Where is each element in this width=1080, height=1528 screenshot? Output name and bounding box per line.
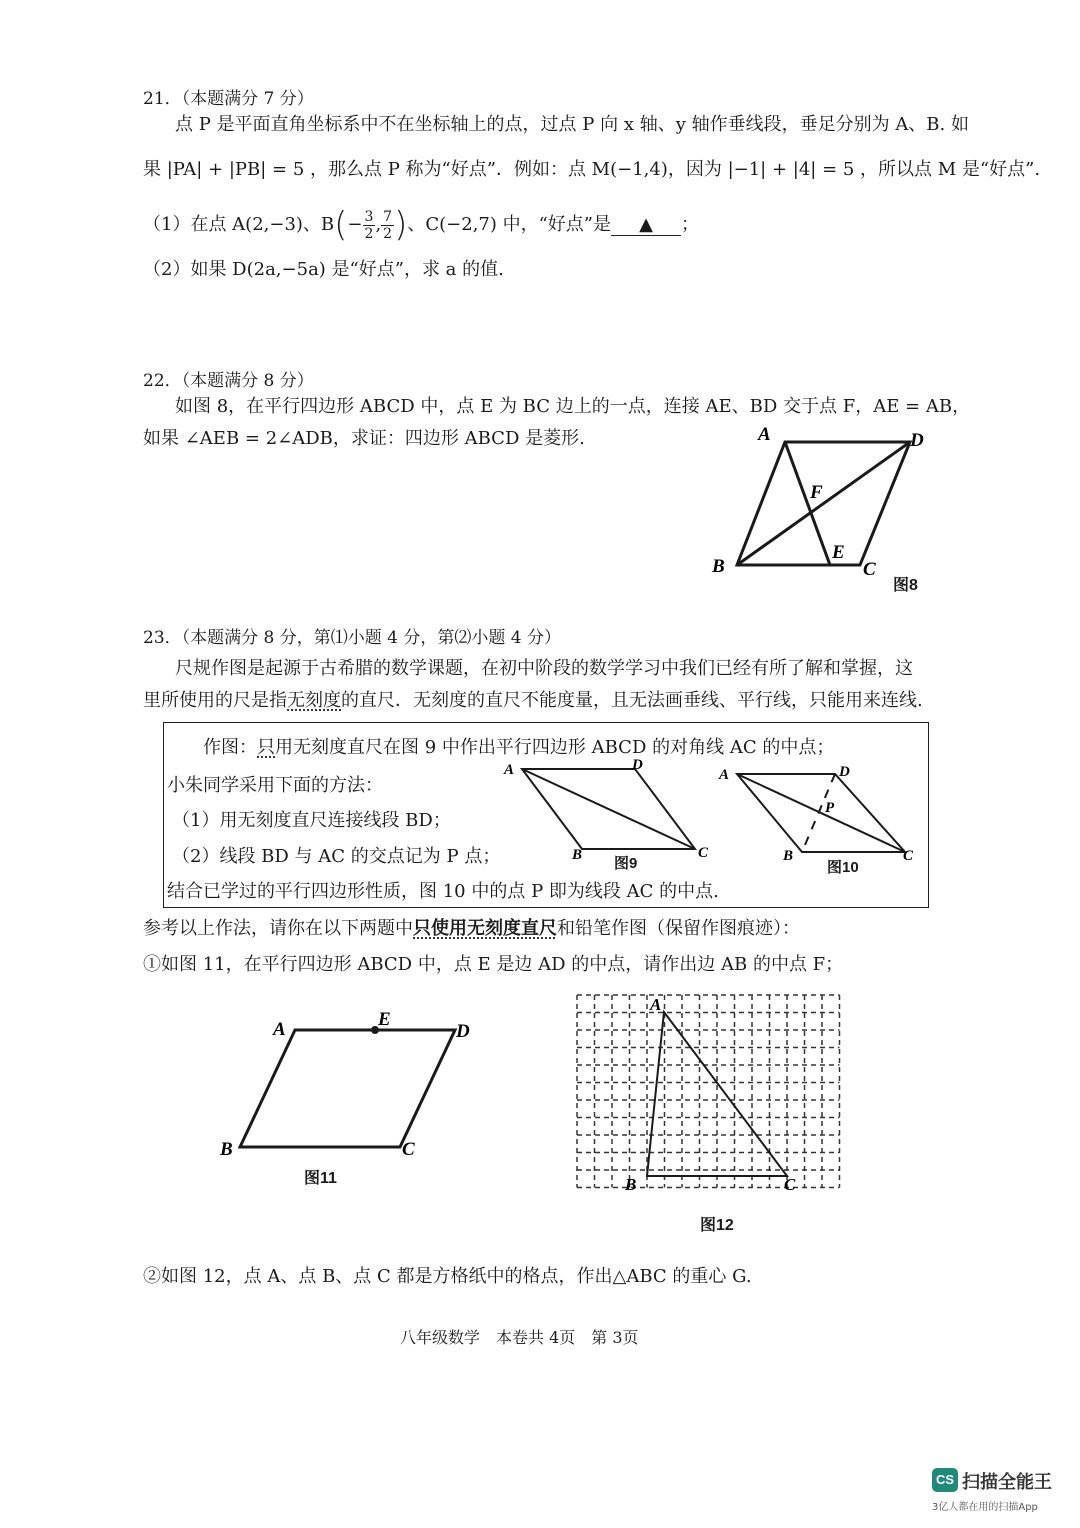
box-line2: 小朱同学采用下面的方法： xyxy=(167,775,383,796)
watermark-title: 扫描全能王 xyxy=(962,1472,1052,1493)
q21-line1: 点 P 是平面直角坐标系中不在坐标轴上的点，过点 P 向 x 轴、y 轴作垂线段，垂足分别为 A、B. 如 xyxy=(175,114,969,135)
fig10-label-b: B xyxy=(783,848,794,864)
figure-12 xyxy=(572,990,857,1200)
label-c: C xyxy=(863,559,876,580)
box-line4: （2）线段 BD 与 AC 的交点记为 P 点； xyxy=(172,846,501,867)
q21-part1-end: ； xyxy=(681,214,700,235)
fig12-label: 图12 xyxy=(700,1217,734,1234)
figure-9 xyxy=(500,757,720,872)
fig8-label: 图8 xyxy=(893,577,918,594)
diagonal-ac-fig10 xyxy=(737,774,905,852)
fig12-label-a: A xyxy=(650,995,662,1014)
figure-10 xyxy=(715,757,925,872)
q21-header: 21．（本题满分 7 分） xyxy=(143,89,314,109)
q23-task1: ①如图 11，在平行四边形 ABCD 中，点 E 是边 AD 的中点，请作出边 AB 的中点 F； xyxy=(143,954,844,975)
fig12-label-c: C xyxy=(784,1175,796,1194)
ref-emphasis: 只使用无刻度直尺 xyxy=(413,918,557,939)
frac2-num: 7 xyxy=(383,208,393,225)
page-footer: 八年级数学 本卷共 4页 第 3页 xyxy=(400,1328,639,1347)
label-f: F xyxy=(810,482,823,503)
label-e: E xyxy=(832,542,845,563)
q22-line1: 如图 8，在平行四边形 ABCD 中，点 E 为 BC 边上的一点，连接 AE、BD 交于点 F，AE = AB， xyxy=(175,396,971,417)
fig9-label-d: D xyxy=(632,757,643,773)
intro2-a: 里所使用的尺是指 xyxy=(143,690,287,711)
fig9-label-a: A xyxy=(504,762,515,778)
q22-line2: 如果 ∠AEB = 2∠ADB，求证：四边形 ABCD 是菱形. xyxy=(143,428,585,449)
fig11-label-d: D xyxy=(456,1021,470,1042)
label-b: B xyxy=(712,556,725,577)
q21-line2: 果 |PA| + |PB| = 5 ，那么点 P 称为“好点”．例如：点 M(−1,4)，因为 |−1| + |4| = 5 ，所以点 M 是“好点”. xyxy=(143,159,1041,180)
q21-part2: （2）如果 D(2a,−5a) 是“好点”，求 a 的值. xyxy=(143,259,504,280)
q21-part1-prefix: （1）在点 A(2,−3)、B xyxy=(143,214,335,235)
fig10-label-d: D xyxy=(839,764,850,780)
q23-intro1: 尺规作图是起源于古希腊的数学课题，在初中阶段的数学学习中我们已经有所了解和掌握，这 xyxy=(175,658,913,679)
box-line3: （1）用无刻度直尺连接线段 BD； xyxy=(172,810,451,831)
frac2-den: 2 xyxy=(383,225,393,242)
box-line1-emph: 只 xyxy=(257,737,275,758)
q22-header: 22．（本题满分 8 分） xyxy=(143,371,314,391)
frac1-den: 2 xyxy=(364,225,374,242)
fig10-label: 图10 xyxy=(827,859,859,876)
watermark-subtitle: 3亿人都在用的扫描App xyxy=(932,1502,1038,1513)
fig10-label-c: C xyxy=(903,848,914,864)
q23-header: 23．（本题满分 8 分，第⑴小题 4 分，第⑵小题 4 分） xyxy=(143,628,562,648)
fig9-label: 图9 xyxy=(614,855,638,872)
ref-c: 和铅笔作图（保留作图痕迹）： xyxy=(557,918,800,939)
grid-lines xyxy=(577,995,840,1188)
box-line1-a: 作图： xyxy=(203,737,257,758)
fig11-label: 图11 xyxy=(304,1170,337,1187)
fig11-label-c: C xyxy=(402,1139,415,1160)
q21-part1: （1）在点 A(2,−3)、B(− $\frac{3}{2}$ , $\frac{7}{2}$ )、C(−2,7) 中，“好点”是 ▲ ； xyxy=(143,205,700,245)
intro2-c: 的直尺．无刻度的直尺不能度量，且无法画垂线、平行线，只能用来连线. xyxy=(341,690,923,711)
diagonal-ac-fig9 xyxy=(522,769,695,849)
box-line1-c: 用无刻度直尺在图 9 中作出平行四边形 ABCD 的对角线 AC 的中点； xyxy=(275,737,835,758)
box-line5: 结合已学过的平行四边形性质，图 10 中的点 P 即为线段 AC 的中点. xyxy=(167,881,719,902)
parallelogram-fig11 xyxy=(240,1030,455,1147)
label-a: A xyxy=(758,424,771,445)
fig11-label-e: E xyxy=(378,1009,391,1030)
ref-a: 参考以上作法，请你在以下两题中 xyxy=(143,918,413,939)
fig9-label-b: B xyxy=(572,847,583,863)
q21-frac2 xyxy=(381,209,394,242)
q23-intro2 xyxy=(143,686,923,716)
label-d: D xyxy=(910,430,924,451)
fig11-label-b: B xyxy=(220,1139,233,1160)
intro2-emphasis: 无刻度 xyxy=(287,690,341,711)
box-line1 xyxy=(203,733,834,759)
camscanner-logo: CS xyxy=(932,1468,958,1492)
q23-task2: ②如图 12，点 A、点 B、点 C 都是方格纸中的格点，作出△ABC 的重心 G. xyxy=(143,1266,752,1287)
fig10-label-a: A xyxy=(719,767,730,783)
figure-11 xyxy=(210,1005,500,1165)
q21-part1-suffix: 、C(−2,7) 中，“好点”是 xyxy=(407,214,612,235)
q21-frac1 xyxy=(363,209,376,242)
fig11-label-a: A xyxy=(273,1019,286,1040)
frac1-num: 3 xyxy=(364,208,374,225)
q23-reference xyxy=(143,914,800,940)
fig12-label-b: B xyxy=(625,1175,637,1194)
fig9-label-c: C xyxy=(698,845,709,861)
answer-blank: ▲ xyxy=(611,215,681,236)
fig10-label-p: P xyxy=(825,800,835,816)
